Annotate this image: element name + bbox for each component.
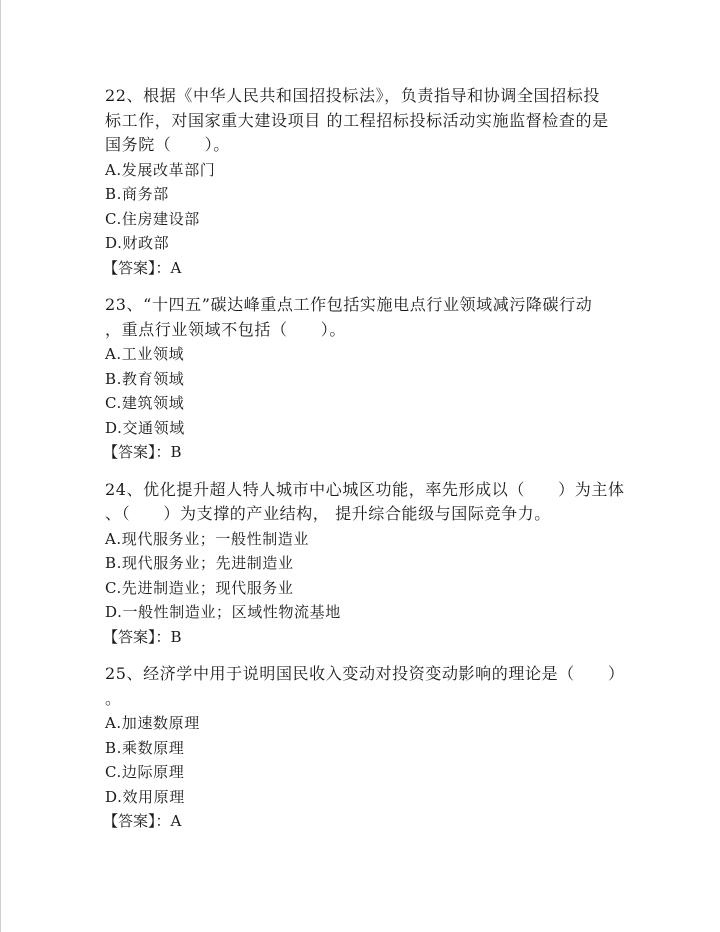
- option-b: B.商务部: [105, 185, 169, 203]
- option-a: A.发展改革部门: [105, 160, 216, 179]
- option-c: C.住房建设部: [105, 209, 200, 228]
- option-d: D.财政部: [105, 234, 170, 252]
- question-23: [105, 293, 625, 465]
- option-b: B.现代服务业；先进制造业: [105, 554, 294, 572]
- option-c: C.边际原理: [105, 763, 185, 781]
- question-stem-line: 标工作，对国家重大建设项目 的工程招标投标活动实施监督检查的是: [105, 110, 609, 130]
- option-a: A.加速数原理: [105, 714, 200, 732]
- question-25: [105, 662, 625, 834]
- answer-label: 【答案】：B: [103, 627, 182, 646]
- option-d: D.效用原理: [105, 787, 185, 806]
- answer-label: 【答案】：B: [103, 443, 182, 461]
- question-22: [105, 84, 625, 280]
- option-a: A.工业领域: [105, 345, 185, 363]
- question-stem-line: 25、经济学中用于说明国民收入变动对投资变动影响的理论是（ ）: [105, 664, 625, 683]
- question-stem-line: 22、根据《中华人民共和国招投标法》，负责指导和协调全国招标投: [105, 86, 600, 105]
- question-24: [105, 478, 625, 650]
- option-c: C.先进制造业；现代服务业: [105, 578, 294, 597]
- option-d: D.一般性制造业；区域性物流基地: [105, 603, 341, 621]
- answer-label: 【答案】：A: [103, 812, 182, 830]
- option-c: C.建筑领域: [105, 394, 185, 412]
- question-stem-line: ，重点行业领域不包括（ ）。: [105, 319, 347, 339]
- option-d: D.交通领域: [105, 418, 185, 437]
- question-stem-line: 国务院（ ）。: [105, 135, 230, 154]
- question-stem-line: 24、优化提升超人特人城市中心城区功能，率先形成以（ ）为主体: [105, 479, 625, 499]
- option-b: B.教育领域: [105, 369, 185, 388]
- answer-label: 【答案】：A: [103, 258, 182, 277]
- option-a: A.现代服务业；一般性制造业: [105, 529, 310, 548]
- option-b: B.乘数原理: [105, 738, 185, 757]
- question-stem-line: 23、“十四五”碳达峰重点工作包括实施电点行业领域减污降碳行动: [105, 295, 593, 314]
- question-stem-line: 、（ ）为支撑的产业结构， 提升综合能级与国际竞争力。: [105, 504, 551, 523]
- question-list: [105, 84, 625, 847]
- question-stem-line: 。: [105, 688, 122, 708]
